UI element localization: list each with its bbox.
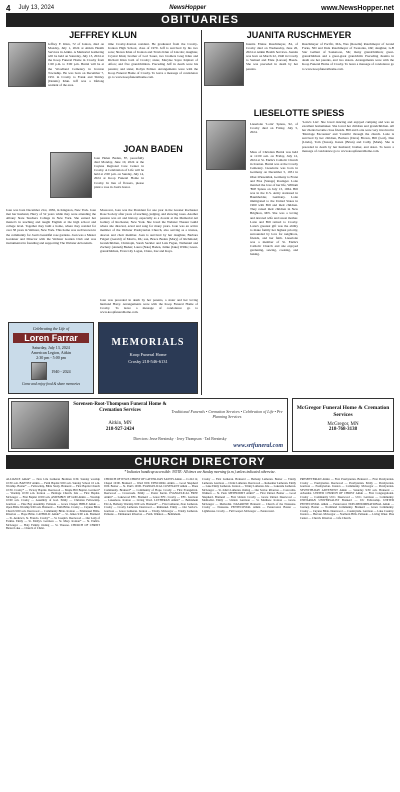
- loren-place: American Legion, Aitkin: [30, 350, 72, 355]
- funeral-home-photo: [11, 401, 69, 449]
- joan-text-1: Joan Helen Baden, 87, peacefully died Monday, June 10, 2024 at the Cuyuna Regional Care Center in Crosby. A Celebration of Life will be held at 2:00 p.m. on Sunday, July 14, 2024 at Koop Funeral Home in Crosby. In lieu of flowers, please plant a rose in Joan's honor.: [94, 156, 144, 189]
- sorensen-title: Sorensen-Root-Thompson Funeral Home & Cremation Services: [73, 402, 167, 413]
- sorensen-directors: Directors: Jesse Brezinsky · Jerry Thompson · Tad Brezinsky: [133, 437, 227, 441]
- joan-text-4: Joan was preceded in death by her parents, a sister and her loving husband Harry. Arrangements were with the Koop Funeral Home of Crosby. To leave a message of condolence go to www.koopfuneralhome.com.: [100, 298, 198, 315]
- sorensen-phone: 218-927-2424: [105, 427, 135, 432]
- page-header: [6, 3, 394, 13]
- obit-heading-jeffrey: JEFFREY KLUN: [69, 30, 137, 40]
- loren-name: Loren Farrar: [13, 333, 89, 343]
- loren-photo: [31, 362, 47, 380]
- sorensen-url[interactable]: www.srtfuneral.com: [233, 443, 283, 449]
- mcgregor-title: McGregor Funeral Home & Cremation Services: [296, 405, 390, 418]
- joan-text-3a: [148, 156, 198, 206]
- mcgregor-phone: 218-768-3138: [328, 427, 358, 432]
- mcgregor-ad: [292, 398, 394, 452]
- site-url[interactable]: www.NewsHopper.net: [321, 4, 394, 12]
- jeffrey-text-right: time Crosby-Ironton resident. He graduated from the Crosby-Ironton High School, class of 1970. Jeff is survived by his two sons; Shawn Klun of Ironton and Travis Klun of Lincoln; daughter, Crystal Klun; brother of Lori Sauer, two brothers Greg Klun and Richard Klun both of Crosby; sister, Marylee Sayre Kiphart of Afton; and five grandchildren. Preceding Jeff in death were his parents; and sister, Robyn Peltzer. Arrangements were with the Koop Funeral Home of Crosby. To leave a message of condolence go to www.koopfuneralhome.com.: [108, 42, 198, 79]
- mcgregor-city: McGregor, MN: [327, 422, 359, 427]
- church-directory-note: * Indicates handicap accessible: NOTE: All times are Sunday morning (a.m.) unless indicated otherwise.: [124, 470, 276, 474]
- church-directory-banner: CHURCH DIRECTORY: [6, 455, 394, 469]
- juanita-photo: [204, 42, 244, 86]
- joan-text-3: Moreover, Joan was the President for one year in the Greater Rochester Rose Society after years of teaching, judging, and showing roses. Another passion was art and history, especially as a docent at the Memorial Art Gallery of Rochester, New York. She loved the Webster Theater Guild where she directed, acted and sang for many years. Joan was an active member of the Webster Presbyterian Church, also serving as a trustee, deacon and choir member. Joan is survived by her daughter, Barbara Falgert (Gerald) of Morris, PA; son, Bruce Baden (Mary) of Richmond; Grandchildren, Christoph, Sarah Seckler and Luis Fagan, Nathaniel and Zachery (Annah) Baden; Laura (Nate) Baden, Jamie (Jake) Willis; Great-grandchildren, Evan Lily Logan, Claire, Zaz and Kaya.: [100, 208, 198, 253]
- loren-farrar-ad: [8, 322, 94, 394]
- juanita-text-right: Ruschmeyer of Pacific, MA, Wes (Rosella) Ruschmeyer of Grand Forks, ND and Dale Ruschmeyer of Swatonia, OR; daughter, G.B Star Gallant of Saskatoon, SK; many grandchildren; great-grandchildren and a great-great grandchild. Preceding Juanita in death are her parents, and two sisters. Arrangements were with the Koop Funeral Home of Crosby. To leave a message of condolence go to www.koopfuneralhome.com.: [302, 42, 394, 71]
- loren-tagline: Come and enjoy food & share memories: [22, 382, 80, 386]
- memorials-sub: Koop Funeral Home: [129, 352, 167, 357]
- church-column-3: Crosby — First Lutheran. Brainerd — Bethany Lutheran. Baxter — Trinity Lutheran. Garrison — Christ Lutheran. Deerwood — Redeemer Lutheran. Emily — Lake Emily Lutheran. Ironton — Trinity Lutheran. Isle — Lakeside Lutheran. McGregor — St. John's Lutheran. Outing — Our Savior. Riverton — Concordia. Wahkon — St. Paul. METHODIST Aitkin* — First United. Baxter — Good Shepherd. Brainerd — First United. Crosby — Grace United. Deerwood — Methodist. Emily — United. Garrison — St. Matthew. Ironton — Grace. McGregor — Methodist. NAZARENE Brainerd — Church of the Nazarene. Crosby — Nazarene. PENTECOSTAL Aitkin — Pentecostal. Baxter — Lighthouse. Crosby — Full Gospel. McGregor — Pentecostal.: [202, 478, 296, 513]
- jeffrey-photo: [8, 42, 46, 87]
- sorensen-city: Aitkin, MN: [108, 421, 132, 426]
- jeffrey-text-left: Jeffrey F. Klun, 72 of Ionton, died on Monday, July 1, 2024 at Aitkin Health Services in Aitkin. A Memorial Gathering will be held on Saturday, July 13, 2024 at the Koop Funeral Home in Crosby from 1:00 p.m. to 3:00 p.m. Burial will be at the Woodland Cemetery in Ironton Township. He was born on December 7, 1951 in Crosby to Frank and Shirley (Dennis) Klun. Jeff was a lifelong resident of the area.: [48, 42, 104, 87]
- paper-name: NewsHopper: [169, 5, 206, 11]
- church-column-4: PRESBYTERIAN Aitkin — First Presbyterian. Brainerd — First Presbyterian. Crosby — Presbyterian. Deerwood — Presbyterian. Emily — Presbyterian. Garrison — Presbyterian. Ironton — Community. McGregor — Presbyterian. SEVENTH-DAY ADVENTIST Aitkin — Saturday 9:30 a.m. Brainerd — Adventist. UNITED CHURCH OF CHRIST Aitkin — First Congregational. Crosby — Community UCC. Deerwood — UCC. Garrison — Community. UNITARIAN UNIVERSALIST Brainerd — UU Fellowship. UNITED PENTECOSTAL Aitkin — Pentecostal. NON-DENOMINATIONAL Aitkin — Journey. Baxter — Northland Community. Brainerd — Grace Community. Crosby — Cuyuna Bible. Deerwood — Countryside. Garrison — Lake Country. Ironton — Harvest. McGregor — Northern Hills. Palisade — Living Water. Pine Center — Church. Riverton — Life Church.: [300, 478, 394, 520]
- obit-heading-juanita: JUANITA RUSCHMEYER: [246, 30, 352, 40]
- church-column-2: CHURCH OF JESUS CHRIST OF LATTER-DAY SAINTS Aitkin — Co Rd 12, Chapel 10:00. Brainerd — Ward 9:00. EPISCOPAL Aitkin — Good Shepherd 9:00. Baxter — St. Paul's 10:00. EVANGELICAL COVENANT Aitkin — Pines Community. Brainerd* — Community of Hope. Crosby — First Evangelical. Deerwood — Crossroads. Emily — Pastor Kevin. EVANGELICAL FREE Aitkin* — Lakewood EFC. Brainerd — Grace EFC. Crosby — EFC. Garrison — Lakeshore. Ironton — Living Word. LUTHERAN Aitkin* — Bethlehem ELCA, Bethany Worship 9:00 a.m. Brainerd* — First Lutheran, Zion Lutheran. Crosby — Crosby Lutheran. Deerwood — Immanuel. Emily — Our Savior's. Garrison — Grace Lutheran. Ironton — Trinity. McGregor — Trinity Lutheran. Palisade — Emmanuel. Riverton — Faith. Wahkon — Bethlehem.: [104, 478, 198, 516]
- lieselotte-intro: Lieselotte 'Lotte' Spiess, 92, of Crosby died on Friday, July 5, 2024.: [250, 122, 298, 135]
- obit-heading-lieselotte: LIESELOTTE SPIESS: [253, 108, 345, 118]
- obit-heading-joan: JOAN BADEN: [123, 144, 183, 154]
- issue-date: July 13, 2024: [18, 5, 55, 11]
- sorensen-ad: [8, 398, 288, 452]
- loren-time: 2:30 pm - 5:00 pm: [36, 355, 66, 360]
- church-column-1: ALLIANCE Aitkin* — New Life Lutheran Brethren 6:30. Sunday worship 10:30 a.m. BAPTIST Aitkin — Faith Baptist 9:00 a.m. Sunday School 10 a.m. Worship. Baxter* — Fellowship, Bible Study. Brainerd — First Baptist Church 10:30. Crosby* — Victory Baptist. Deerwood — Maple Hill Baptist. Garrison* — Worship 10:30 a.m. Ironton — Heritage Church. Isle — First Baptist. McGregor — First Baptist 10:00 a.m. ASSEMBLY OF GOD Aitkin — Worship 10:00 a.m. Crosby — Assembly of God. Emily — Christian Fellowship. Garrison — Pine Bay Assembly. Palisade — Grace Chapel. BIBLE Aitkin — Open Bible Worship 9:00 a.m. Brainerd — Faith Bible. Crosby — Cuyuna Bible Church 9:00 a.m. Deerwood — Community Bible. Ironton — Emmanuel Bible. Riverton — Hope Bible. CATHOLIC Aitkin* — St. James 9:00 a.m. Brainerd — St. Andrew's, St. Francis. Crosby* — St. Joseph's. Deerwood — Our Lady of Fatima. Emily — St. Emily's. Garrison — St. Mary. Ironton* — St. Enrik's. McGregor — Holy Family. Outing — St. Therese. CHURCH OF CHRIST Baxter Lake — Church of Christ.: [6, 478, 100, 530]
- joan-text-2: Joan was born December 21st, 1936, in Kingston, New York. Joan met her husband, Harry of 52 years while they were attending the Albany State Teachers College in New York. She earned her master's in teaching and taught English at the high school and college level. Together they built a home, where they resided for over 38 years in Webster, New York. This home was well known in the community for Joan's beautiful rose gardens. Joan was a Master Gardener and Director with the Webster Garden Club and was instrumental in founding and supporting The Webster Arboretum.: [6, 208, 96, 245]
- sorensen-tagline: Traditional Funerals • Cremation Services • Celebration of Life • Pre Planning Services: [171, 409, 283, 419]
- lieselotte-text-right: 'Lotte's List'. She loved dancing and enjoyed camping and was an excellent homemaker. She loved her children and grandchildren. All her clients became close friends. Bill and Lotte were very involved in 'Marriage Encounter' and 'Cursillo' through the church. Lotte is survived by her children, Barbara (Dave) Brown, Bill (Lori), Dan (Linda), Tom (Susan), Karen (Brian) and Cathy (Mark). She is preceded in death by her husband; brother, and sister. To leave a message of condolence go to www.koopfuneralhome.com.: [302, 120, 394, 153]
- joan-photo: [50, 152, 92, 198]
- lieselotte-text-left: Mass of Christian Burial was held at 11:00 a.m. on Friday, July 12, 2024 at St. Enrik's Catholic Church in Ironton. Burial was at the Crosby Cemetery. Lieselotte was born in Germany on December 5, 1931 in Ober-Wiesenthal, Germany to Franz and Elsa (Stange) Rosinger. Lotte married the love of her life, William 'Bill' Spiess on July 13, 1964. Bill was in the U.S. Army stationed in Baumholder, Germany. Lotte immigrated to the United States in 1960 with Bill and their children. They raised their children in New Brighton, MN. She was a loving and devoted wife and sweet mother. Lotte and Bill retired to Crosby. Lotte's greatest gift was the ability to make family her highest priority, surrounded by love for neighbors, friends, and her faith. Lieselotte was a member of St. Enrik's Catholic Church and she enjoyed gardening, sewing, cooking, and baking.: [250, 150, 298, 257]
- memorials-phone: Crosby 218-546-6131: [128, 359, 168, 364]
- column-divider: [201, 30, 202, 395]
- page-number: 4: [6, 3, 11, 13]
- juanita-text-left: Juanita Elaine Ruschmeyer, 84, of Crosby died on Wednesday, June 26, 2024 at Aitkin Health Services. Juanita was born on March 22, 1940 in Crosby to Samuel and Elsie (Larson) Haack. She was preceded in death by her parents.: [246, 42, 298, 71]
- memorials-heading: MEMORIALS: [111, 337, 185, 348]
- loren-years: 1940 - 2024: [51, 368, 71, 374]
- memorials-ad: [98, 322, 198, 394]
- loren-celebrating: Celebrating the Life of: [32, 326, 70, 331]
- loren-date: Saturday, July 13, 2024: [32, 345, 70, 350]
- lieselotte-photo: [206, 120, 246, 170]
- obituaries-banner: OBITUARIES: [6, 13, 394, 27]
